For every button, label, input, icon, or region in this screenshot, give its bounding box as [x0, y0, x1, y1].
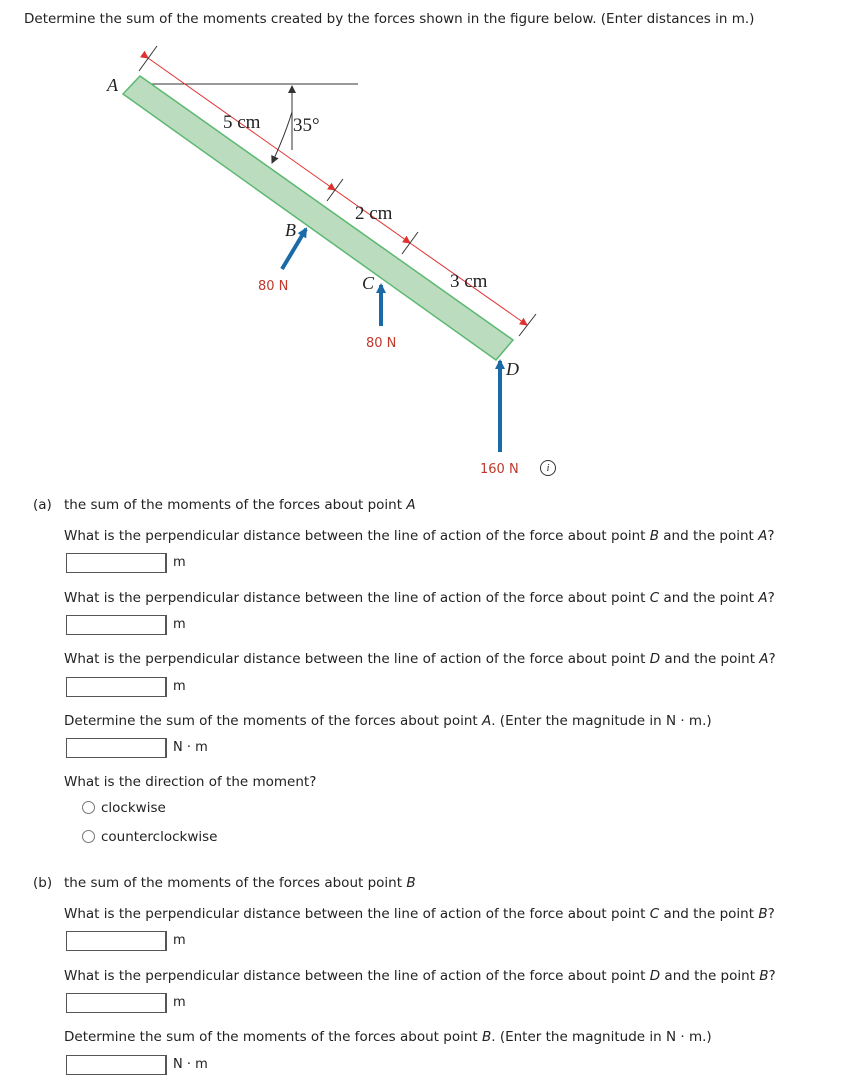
problem-prompt: Determine the sum of the moments created by the forces shown in the figure below. (Enter distances in m.) — [24, 11, 755, 27]
part-b-question-c-distance — [64, 906, 775, 922]
radio-counterclockwise[interactable] — [82, 830, 95, 843]
q-text: and the point — [660, 968, 760, 984]
angle-arc — [272, 112, 292, 163]
force-c-label: 80 N — [366, 336, 397, 351]
q-text: ? — [767, 528, 775, 544]
dimension-cd-label: 3 cm — [450, 271, 488, 292]
q-text: and the point — [658, 528, 759, 544]
extension-tick-a — [139, 46, 157, 71]
angle-label: 35° — [293, 115, 320, 136]
q-ref: A — [758, 528, 768, 544]
q-text: What is the perpendicular distance between the line of action of the force about point — [64, 590, 650, 606]
answer-input-a-b-distance[interactable] — [66, 553, 166, 573]
q-point: C — [649, 906, 660, 922]
q-text: What is the perpendicular distance between the line of action of the force about point — [64, 651, 650, 667]
q-ref: B — [758, 906, 768, 922]
part-b-question-d-distance — [64, 968, 776, 984]
q-text: and the point — [659, 590, 759, 606]
q-point: B — [481, 1029, 492, 1045]
answer-input-a-moment-sum[interactable] — [66, 738, 166, 758]
q-text: What is the perpendicular distance between the line of action of the force about point — [64, 906, 650, 922]
part-a-question-b-distance — [64, 528, 775, 544]
extension-tick-b — [327, 179, 343, 201]
unit-label: m — [166, 677, 186, 697]
dimension-ab-label: 5 cm — [223, 112, 261, 133]
q-text: ? — [768, 968, 776, 984]
extension-tick-c — [402, 232, 418, 254]
point-d-label: D — [506, 359, 519, 379]
part-b-title-text: the sum of the moments of the forces about point — [64, 875, 407, 891]
q-point: D — [649, 968, 661, 984]
q-text: and the point — [660, 651, 760, 667]
unit-label: m — [166, 615, 186, 635]
unit-label: m — [166, 553, 186, 573]
q-text: and the point — [659, 906, 759, 922]
q-text: . (Enter the magnitude in N · m.) — [491, 1029, 712, 1045]
answer-input-a-c-distance[interactable] — [66, 615, 166, 635]
part-a-label: (a) — [33, 497, 52, 513]
q-ref: A — [758, 590, 768, 606]
q-text: What is the perpendicular distance between the line of action of the force about point — [64, 968, 650, 984]
unit-label: m — [166, 931, 186, 951]
part-a-question-direction: What is the direction of the moment? — [64, 774, 317, 790]
q-point: C — [649, 590, 660, 606]
force-b-label: 80 N — [258, 279, 289, 294]
q-text: Determine the sum of the moments of the forces about point — [64, 1029, 482, 1045]
part-b-title — [64, 875, 416, 891]
part-b-question-moment-sum — [64, 1029, 712, 1045]
point-c-label: C — [362, 273, 375, 293]
q-text: . (Enter the magnitude in N · m.) — [491, 713, 712, 729]
part-b-label: (b) — [33, 875, 53, 891]
info-icon[interactable]: i — [540, 460, 556, 476]
q-point: B — [649, 528, 659, 544]
beam-figure — [0, 40, 620, 490]
radio-counterclockwise-label[interactable]: counterclockwise — [101, 829, 218, 845]
answer-input-b-moment-sum[interactable] — [66, 1055, 166, 1075]
part-a-title-text: the sum of the moments of the forces about point — [64, 497, 407, 513]
q-point: D — [649, 651, 661, 667]
answer-input-b-c-distance[interactable] — [66, 931, 166, 951]
extension-tick-d — [519, 314, 536, 336]
part-b-title-point: B — [406, 875, 416, 891]
point-a-label: A — [107, 75, 118, 95]
dimension-bc-label: 2 cm — [355, 203, 393, 224]
part-a-title — [64, 497, 416, 513]
q-ref: A — [759, 651, 769, 667]
part-a-question-moment-sum — [64, 713, 712, 729]
q-text: ? — [768, 651, 776, 667]
unit-label: N · m — [166, 738, 208, 758]
q-point: A — [481, 713, 492, 729]
part-a-question-c-distance — [64, 590, 775, 606]
part-a-question-d-distance — [64, 651, 776, 667]
unit-label: N · m — [166, 1055, 208, 1075]
q-text: What is the perpendicular distance between the line of action of the force about point — [64, 528, 650, 544]
q-text: ? — [767, 590, 775, 606]
part-a-title-point: A — [406, 497, 416, 513]
force-d-label: 160 N — [480, 462, 519, 477]
q-text: Determine the sum of the moments of the forces about point — [64, 713, 482, 729]
answer-input-b-d-distance[interactable] — [66, 993, 166, 1013]
answer-input-a-d-distance[interactable] — [66, 677, 166, 697]
q-text: ? — [767, 906, 775, 922]
radio-clockwise[interactable] — [82, 801, 95, 814]
point-b-label: B — [285, 220, 296, 240]
unit-label: m — [166, 993, 186, 1013]
radio-clockwise-label[interactable]: clockwise — [101, 800, 166, 816]
q-ref: B — [759, 968, 769, 984]
